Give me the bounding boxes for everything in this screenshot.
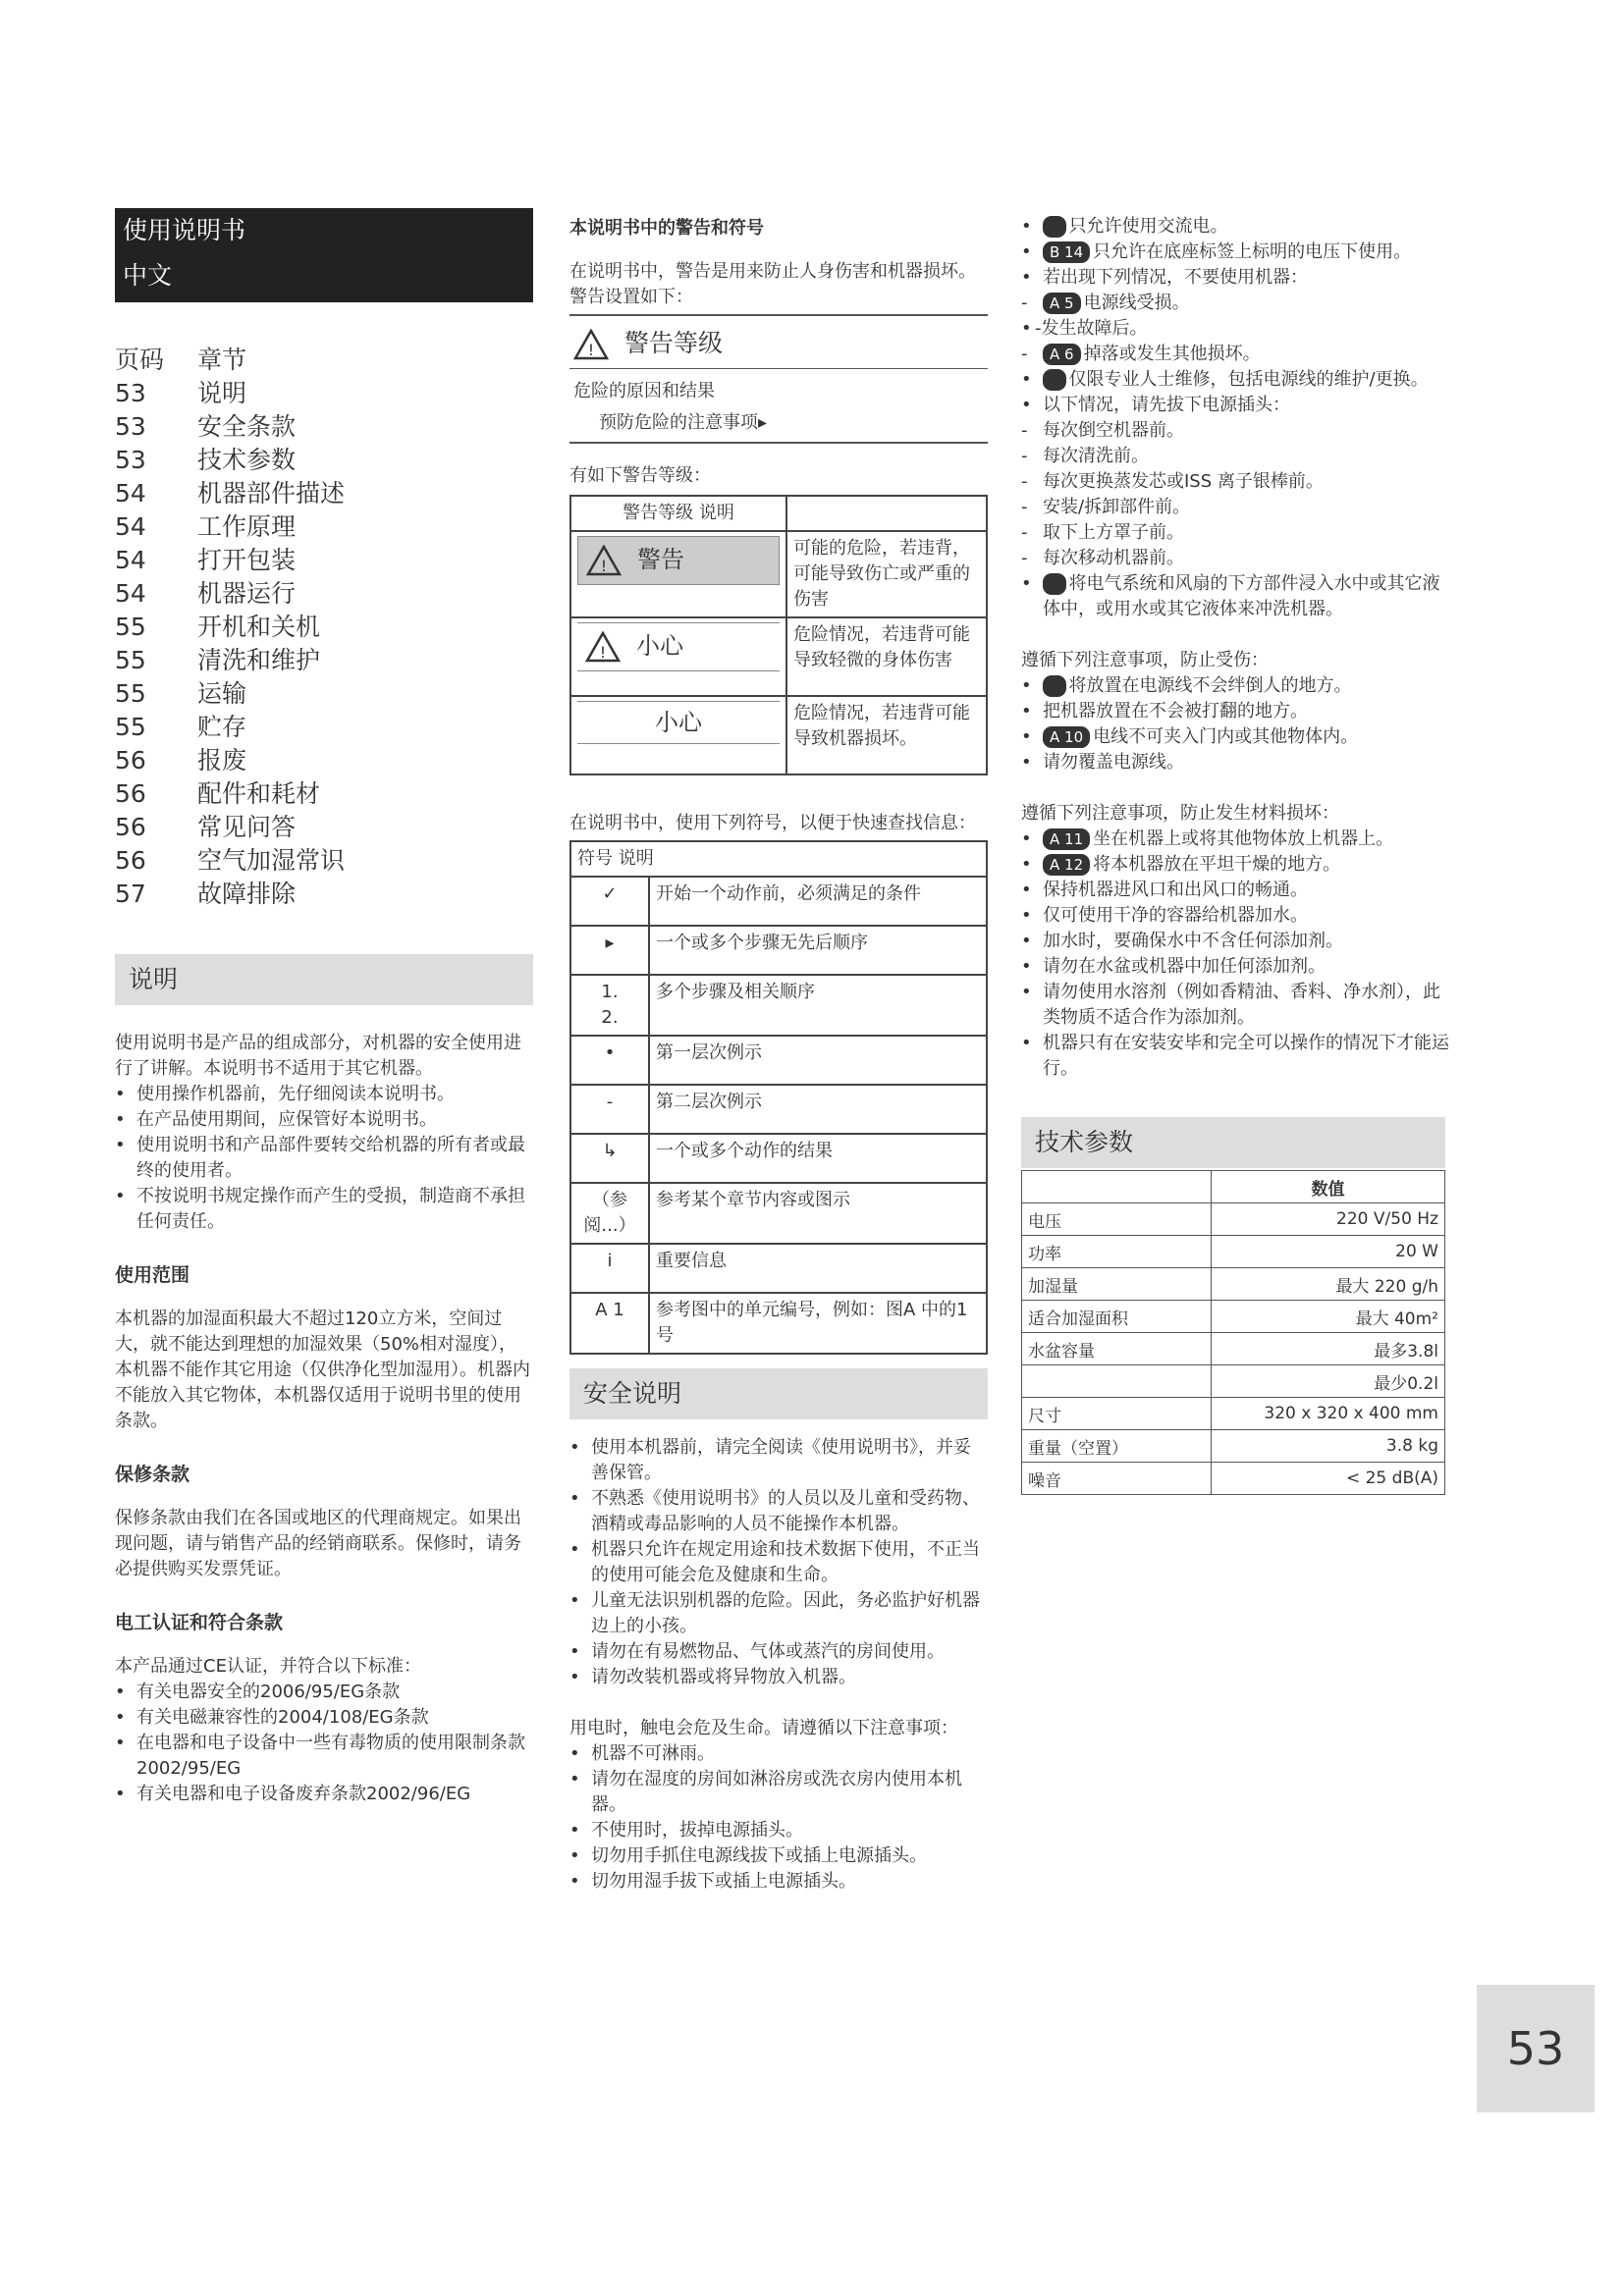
toc-page: 56: [115, 746, 146, 774]
toc-page: 55: [115, 713, 146, 741]
warning-triangle-icon: [585, 631, 621, 663]
ref-badge: [1043, 369, 1066, 391]
tech-key: 加湿量: [1022, 1268, 1212, 1301]
tech-key: [1022, 1365, 1212, 1398]
tech-value: 最多3.8l: [1212, 1333, 1445, 1365]
section-heading-intro: 说明: [115, 954, 533, 1005]
toc-header: [115, 344, 533, 377]
list-item: • 机器只允许在规定用途和技术数据下使用，不正当的使用可能会危及健康和生命。: [569, 1537, 988, 1588]
level-name: 小心: [636, 632, 683, 660]
tech-value: 220 V/50 Hz: [1212, 1203, 1445, 1236]
ref-badge: [1043, 573, 1066, 595]
warning-level-label: 警告等级: [624, 329, 724, 357]
toc-row: [115, 811, 533, 844]
toc-page: 56: [115, 846, 146, 875]
toc-chapter: 运输: [197, 679, 247, 708]
symbols-intro: 在说明书中，使用下列符号，以便于快速查找信息：: [569, 813, 976, 833]
list-item: • A 11 坐在机器上或将其他物体放上机器上。: [1021, 827, 1453, 852]
toc-chapter: 开机和关机: [197, 613, 321, 641]
toc-row: [115, 644, 533, 677]
list-item: - 安装/拆卸部件前。: [1021, 495, 1453, 520]
ref-badge: A 11: [1043, 828, 1090, 850]
toc-head-chapter: 章节: [197, 346, 247, 374]
list-item: • 把机器放置在不会被打翻的地方。: [1021, 699, 1453, 724]
symbol-desc: 一个或多个动作的结果: [649, 1134, 987, 1183]
ref-badge: A 5: [1043, 293, 1081, 314]
electric-intro: 用电时，触电会危及生命。请遵循以下注意事项：: [569, 1718, 958, 1738]
levels-intro: 有如下警告等级：: [569, 465, 711, 486]
list-item: • 请勿覆盖电源线。: [1021, 750, 1453, 775]
section-heading-tech: 技术参数: [1021, 1117, 1445, 1168]
manual-header: [115, 208, 533, 302]
symbols-table: [569, 840, 988, 1355]
symbol-desc: 重要信息: [649, 1244, 987, 1293]
list-item: - A 6 掉落或发生其他损坏。: [1021, 342, 1453, 367]
toc-row: [115, 510, 533, 544]
toc-page: 53: [115, 412, 146, 441]
list-item: • 只允许使用交流电。: [1021, 214, 1453, 240]
ref-badge: [1043, 216, 1066, 238]
warning-cause: 危险的原因和结果: [573, 381, 715, 401]
toc-row: [115, 744, 533, 777]
toc-chapter: 机器部件描述: [197, 479, 346, 507]
ref-badge: A 6: [1043, 344, 1081, 365]
tech-key: 尺寸: [1022, 1398, 1212, 1430]
level-desc: 危险情况，若违背可能导致轻微的身体伤害: [786, 617, 987, 696]
tech-value-head: 数值: [1212, 1171, 1445, 1203]
level-warning-cell: [577, 536, 780, 585]
svg-text:!: !: [587, 341, 595, 359]
list-item: • 使用操作机器前，先仔细阅读本说明书。: [115, 1082, 533, 1107]
list-item: • 不熟悉《使用说明书》的人员以及儿童和受药物、酒精或毒品影响的人员不能操作本机器。: [569, 1486, 988, 1537]
scope-heading: 使用范围: [115, 1264, 190, 1286]
list-item: • -发生故障后。: [1021, 316, 1453, 342]
symbol-cell: ▸: [570, 926, 649, 975]
table-of-contents: [115, 344, 533, 911]
tech-value: 最大 40m²: [1212, 1301, 1445, 1333]
toc-page: 53: [115, 446, 146, 474]
toc-row: [115, 711, 533, 744]
level-desc: 危险情况，若违背可能导致机器损坏。: [786, 696, 987, 774]
list-item: • 不按说明书规定操作而产生的受损，制造商不承担任何责任。: [115, 1184, 533, 1235]
toc-chapter: 技术参数: [197, 446, 297, 474]
column-middle: [569, 214, 988, 1895]
list-item: • 加水时，要确保水中不含任何添加剂。: [1021, 929, 1453, 954]
electric-bullets: [569, 1741, 988, 1895]
list-item: • 有关电器和电子设备废弃条款2002/96/EG: [115, 1782, 533, 1807]
manual-title: 使用说明书: [123, 216, 246, 244]
toc-page: 53: [115, 379, 146, 407]
list-item: • 仅可使用干净的容器给机器加水。: [1021, 903, 1453, 929]
symbol-desc: 开始一个动作前，必须满足的条件: [649, 877, 987, 926]
scope-text: 本机器的加湿面积最大不超过120立方米，空间过大，就不能达到理想的加湿效果（50%相对湿度），本机器不能作其它用途（仅供净化型加湿用）。机器内不能放入其它物体，本机器仅适用于说明书里的使用条款。: [115, 1308, 530, 1431]
list-item: • B 14 只允许在底座标签上标明的电压下使用。: [1021, 240, 1453, 265]
symbol-desc: 参考图中的单元编号，例如：图A 中的1号: [649, 1293, 987, 1354]
list-item: • 儿童无法识别机器的危险。因此，务必监护好机器边上的小孩。: [569, 1588, 988, 1639]
toc-page: 55: [115, 613, 146, 641]
list-item: - A 5 电源线受损。: [1021, 291, 1453, 316]
list-item: • 请勿改装机器或将异物放入机器。: [569, 1665, 988, 1690]
toc-chapter: 安全条款: [197, 412, 297, 441]
list-item: - 每次倒空机器前。: [1021, 418, 1453, 444]
symbol-desc: 第二层次例示: [649, 1085, 987, 1134]
warning-level-box: [569, 314, 988, 369]
warning-prevent: 预防危险的注意事项▸: [569, 402, 988, 444]
list-item: • 在电器和电子设备中一些有毒物质的使用限制条款2002/95/EG: [115, 1731, 533, 1782]
warranty-heading: 保修条款: [115, 1464, 190, 1485]
list-item: • 有关电磁兼容性的2004/108/EG条款: [115, 1705, 533, 1731]
toc-chapter: 说明: [197, 379, 247, 407]
toc-page: 55: [115, 646, 146, 674]
tech-key: 适合加湿面积: [1022, 1301, 1212, 1333]
tech-key: 噪音: [1022, 1463, 1212, 1495]
section-heading-safety: 安全说明: [569, 1368, 988, 1419]
injury-intro: 遵循下列注意事项，防止受伤：: [1021, 650, 1269, 670]
toc-chapter: 空气加湿常识: [197, 846, 346, 875]
tech-value: 最大 220 g/h: [1212, 1268, 1445, 1301]
symbol-cell: （参阅...）: [570, 1183, 649, 1244]
symbol-cell: -: [570, 1085, 649, 1134]
toc-chapter: 工作原理: [197, 512, 297, 541]
list-item: • 请勿在有易燃物品、气体或蒸汽的房间使用。: [569, 1639, 988, 1665]
ref-badge: B 14: [1043, 241, 1090, 263]
ref-badge: A 10: [1043, 726, 1090, 748]
toc-chapter: 配件和耗材: [197, 779, 321, 808]
toc-page: 55: [115, 679, 146, 708]
toc-page: 54: [115, 546, 146, 574]
symbol-cell: •: [570, 1036, 649, 1085]
svg-text:!: !: [599, 643, 607, 662]
toc-row: [115, 377, 533, 410]
cert-text: 本产品通过CE认证，并符合以下标准：: [115, 1656, 421, 1677]
list-item: • 请勿在水盆或机器中加任何添加剂。: [1021, 954, 1453, 980]
intro-bullets: [115, 1082, 533, 1235]
toc-head-page: 页码: [115, 346, 165, 374]
toc-row: [115, 777, 533, 811]
tech-key: 水盆容量: [1022, 1333, 1212, 1365]
list-item: • 使用本机器前，请完全阅读《使用说明书》，并妥善保管。: [569, 1435, 988, 1486]
symbol-desc: 第一层次例示: [649, 1036, 987, 1085]
manual-language: 中文: [123, 261, 173, 290]
list-item: • A 10 电线不可夹入门内或其他物体内。: [1021, 724, 1453, 750]
ref-badge: A 12: [1043, 854, 1090, 876]
svg-text:!: !: [600, 557, 608, 575]
page-number: 53: [1477, 1985, 1595, 2112]
toc-chapter: 报废: [197, 746, 247, 774]
toc-page: 56: [115, 779, 146, 808]
warning-levels-table: [569, 495, 988, 775]
tech-value: 3.8 kg: [1212, 1430, 1445, 1463]
list-item: - 取下上方罩子前。: [1021, 520, 1453, 546]
tech-value: < 25 dB(A): [1212, 1463, 1445, 1495]
symbols-table-header: 符号 说明: [570, 841, 987, 877]
toc-row: [115, 677, 533, 711]
list-item: - 每次清洗前。: [1021, 444, 1453, 469]
list-item: - 每次移动机器前。: [1021, 546, 1453, 571]
toc-row: [115, 844, 533, 878]
toc-chapter: 故障排除: [197, 880, 297, 908]
toc-page: 56: [115, 813, 146, 841]
list-item: • 不使用时，拔掉电源插头。: [569, 1818, 988, 1843]
symbol-cell: i: [570, 1244, 649, 1293]
symbol-cell: A 1: [570, 1293, 649, 1354]
symbol-desc: 参考某个章节内容或图示: [649, 1183, 987, 1244]
tech-key: 重量（空置）: [1022, 1430, 1212, 1463]
damage-intro: 遵循下列注意事项，防止发生材料损坏：: [1021, 803, 1339, 824]
tech-value: 320 x 320 x 400 mm: [1212, 1398, 1445, 1430]
column-left: [115, 208, 533, 1807]
level-desc: 可能的危险，若违背，可能导致伤亡或严重的伤害: [786, 531, 987, 617]
list-item: • 请勿使用水溶剂（例如香精油、香料、净水剂），此类物质不适合作为添加剂。: [1021, 980, 1453, 1031]
list-item: • 保持机器进风口和出风口的畅通。: [1021, 878, 1453, 903]
warranty-text: 保修条款由我们在各国或地区的代理商规定。如果出现问题，请与销售产品的经销商联系。保修时，请务必提供购买发票凭证。: [115, 1508, 521, 1579]
list-item: - 每次更换蒸发芯或ISS 离子银棒前。: [1021, 469, 1453, 495]
level-name: 警告: [637, 546, 684, 573]
column-right: [1021, 214, 1453, 1495]
tech-table: [1021, 1170, 1445, 1495]
ref-badge: [1043, 675, 1066, 697]
warning-triangle-icon: [573, 329, 609, 360]
warnings-intro: 在说明书中，警告是用来防止人身伤害和机器损坏。警告设置如下：: [569, 261, 976, 307]
toc-page: 54: [115, 579, 146, 608]
list-item: • 切勿用手抓住电源线拔下或插上电源插头。: [569, 1843, 988, 1869]
list-item: • 有关电器安全的2006/95/EG条款: [115, 1680, 533, 1705]
list-item: • 机器只有在安装安毕和完全可以操作的情况下才能运行。: [1021, 1031, 1453, 1082]
toc-chapter: 机器运行: [197, 579, 297, 608]
list-item: • 在产品使用期间，应保管好本说明书。: [115, 1107, 533, 1133]
tech-value: 最少0.2l: [1212, 1365, 1445, 1398]
level-caution-material-cell: [577, 701, 780, 744]
intro-paragraph: 使用说明书是产品的组成部分，对机器的安全使用进行了讲解。本说明书不适用于其它机器。: [115, 1033, 521, 1079]
toc-row: [115, 878, 533, 911]
list-item: • 请勿在湿度的房间如淋浴房或洗衣房内使用本机器。: [569, 1767, 988, 1818]
list-item: • 仅限专业人士维修，包括电源线的维护/更换。: [1021, 367, 1453, 393]
toc-row: [115, 444, 533, 477]
toc-page: 54: [115, 479, 146, 507]
toc-page: 54: [115, 512, 146, 541]
symbol-cell: ✓: [570, 877, 649, 926]
safety-bullets: [569, 1435, 988, 1690]
symbol-desc: 多个步骤及相关顺序: [649, 975, 987, 1036]
list-item: • 以下情况，请先拔下电源插头：: [1021, 393, 1453, 418]
warnings-heading: 本说明书中的警告和符号: [569, 218, 764, 239]
level-name: 小心: [655, 709, 702, 736]
cert-heading: 电工认证和符合条款: [115, 1612, 284, 1633]
list-item: • 将电气系统和风扇的下方部件浸入水中或其它液体中，或用水或其它液体来冲洗机器。: [1021, 571, 1453, 622]
symbol-cell: 1. 2.: [570, 975, 649, 1036]
toc-row: [115, 577, 533, 611]
list-item: • 切勿用湿手拔下或插上电源插头。: [569, 1869, 988, 1895]
cert-bullets: [115, 1680, 533, 1807]
tech-key: 电压: [1022, 1203, 1212, 1236]
toc-chapter: 打开包装: [197, 546, 297, 574]
level-caution-cell: [577, 622, 780, 671]
list-item: • 将放置在电源线不会绊倒人的地方。: [1021, 673, 1453, 699]
tech-value: 20 W: [1212, 1236, 1445, 1268]
toc-chapter: 贮存: [197, 713, 247, 741]
toc-row: [115, 410, 533, 444]
list-item: • 若出现下列情况，不要使用机器：: [1021, 265, 1453, 291]
list-item: • 使用说明书和产品部件要转交给机器的所有者或最终的使用者。: [115, 1133, 533, 1184]
warning-triangle-icon: [586, 545, 622, 576]
toc-row: [115, 611, 533, 644]
toc-row: [115, 544, 533, 577]
list-item: • 机器不可淋雨。: [569, 1741, 988, 1767]
levels-table-header: 警告等级 说明: [570, 496, 786, 531]
symbol-cell: ↳: [570, 1134, 649, 1183]
toc-page: 57: [115, 880, 146, 908]
list-item: • A 12 将本机器放在平坦干燥的地方。: [1021, 852, 1453, 878]
toc-chapter: 常见问答: [197, 813, 297, 841]
tech-key: 功率: [1022, 1236, 1212, 1268]
toc-chapter: 清洗和维护: [197, 646, 321, 674]
symbol-desc: 一个或多个步骤无先后顺序: [649, 926, 987, 975]
toc-row: [115, 477, 533, 510]
